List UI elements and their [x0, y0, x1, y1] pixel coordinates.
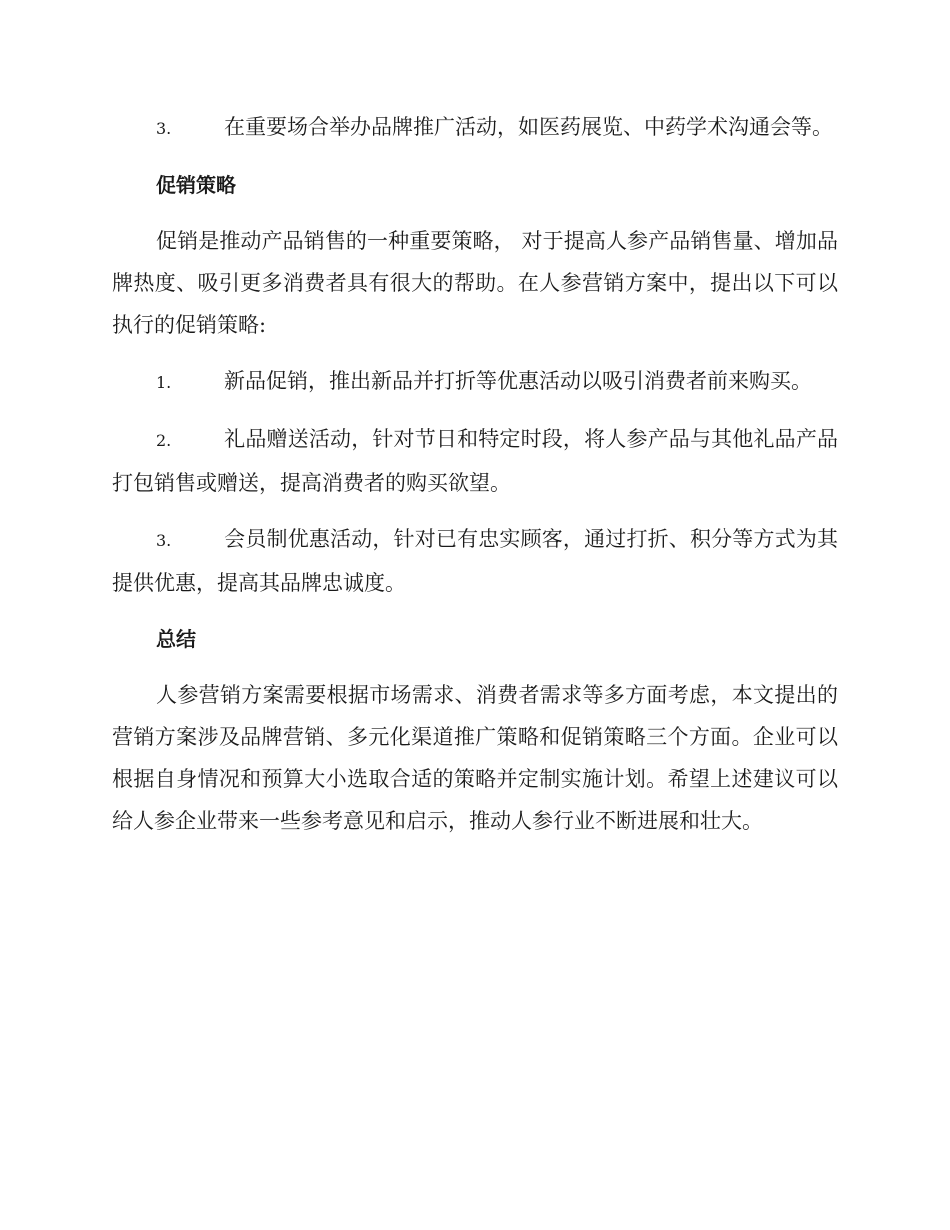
list-text: 新品促销，推出新品并打折等优惠活动以吸引消费者前来购买。 — [224, 369, 812, 393]
promotion-intro-paragraph: 促销是推动产品销售的一种重要策略， 对于提高人参产品销售量、增加品牌热度、吸引更多消费者具有很大的帮助。在人参营销方案中，提出以下可以执行的促销策略: — [112, 229, 838, 337]
list-number: 3. — [156, 119, 172, 138]
list-item — [112, 418, 838, 504]
list-item — [112, 518, 838, 604]
list-text: 礼品赠送活动，针对节日和特定时段，将人参产品与其他礼品产品打包销售或赠送，提高消费者的购买欲望。 — [112, 427, 838, 495]
section-heading-promotion: 促销策略 — [156, 173, 236, 197]
list-text: 会员制优惠活动，针对已有忠实顾客，通过打折、积分等方式为其提供优惠，提高其品牌忠诚度。 — [112, 527, 838, 595]
section-heading-summary: 总结 — [156, 627, 196, 651]
list-item — [112, 106, 838, 150]
list-number: 3. — [156, 531, 172, 550]
list-text: 在重要场合举办品牌推广活动，如医药展览、中药学术沟通会等。 — [224, 115, 833, 139]
summary-paragraph: 人参营销方案需要根据市场需求、消费者需求等多方面考虑，本文提出的营销方案涉及品牌营销、多元化渠道推广策略和促销策略三个方面。企业可以根据自身情况和预算大小选取合适的策略并定制实施计划。希望上述建议可以给人参企业带来一些参考意见和启示，推动人参行业不断进展和壮大。 — [112, 683, 838, 833]
list-number: 2. — [156, 431, 172, 450]
list-number: 1. — [156, 373, 172, 392]
list-item — [112, 360, 838, 404]
document-page — [112, 106, 838, 856]
